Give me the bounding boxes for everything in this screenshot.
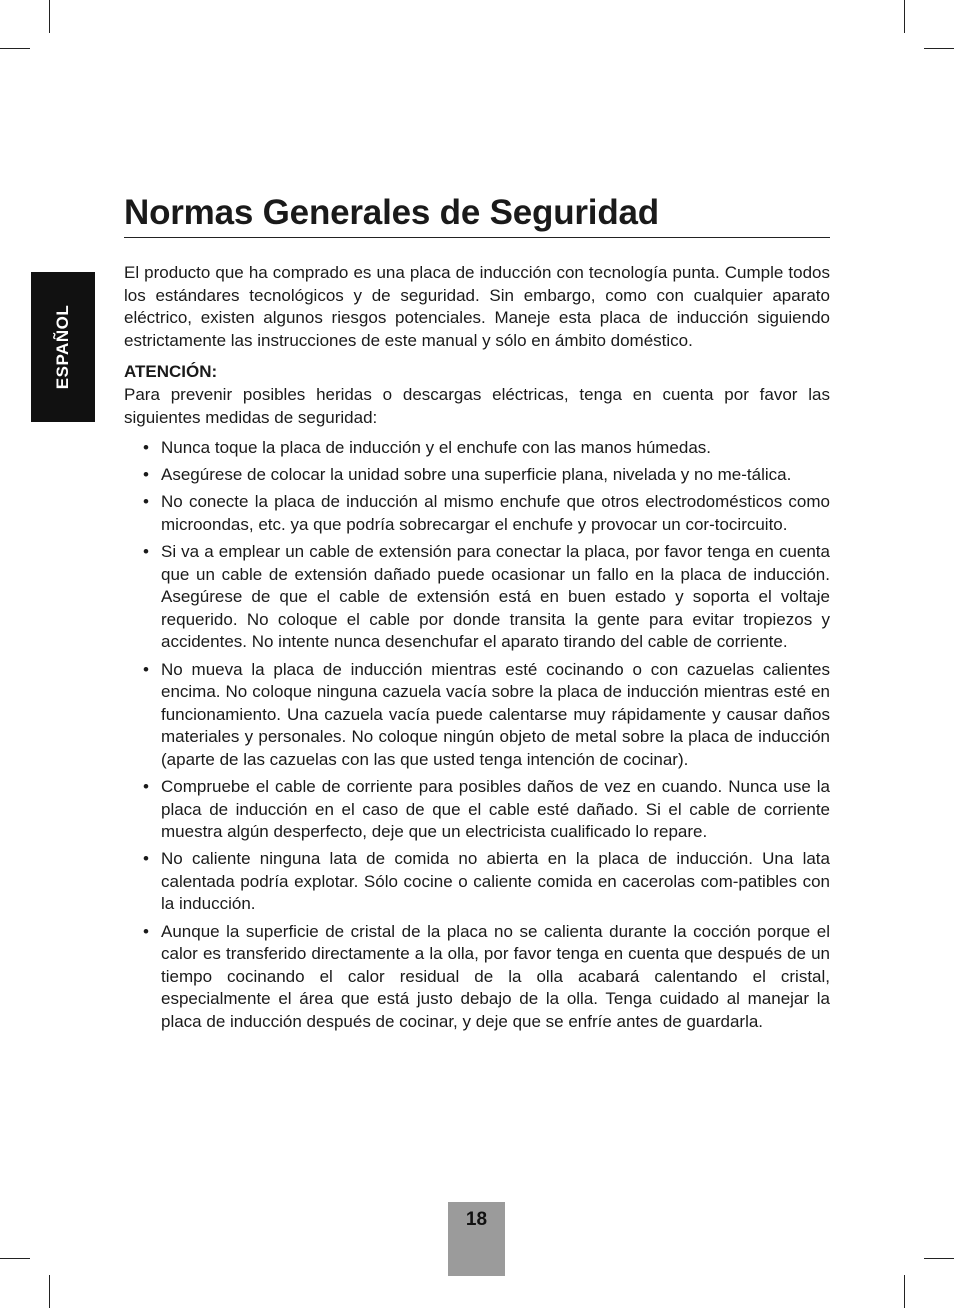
list-item-text: Compruebe el cable de corriente para posibles daños de vez en cuando. Nunca use la placa de inducción en el caso de que el cable esté dañado. Si el cable de corriente muestra algún desperfecto, deje que un electricista cualificado lo repare.	[161, 776, 830, 842]
list-item-text: No mueva la placa de inducción mientras esté cocinando o con cazuelas calientes encima. No coloque ninguna cazuela vacía sobre la placa de inducción mientras esté en funcionamiento. Una cazuela vacía puede calentarse muy rápidamente y causar daños materiales y personales. No coloque ningún objeto de metal sobre la placa de inducción (aparte de las cazuelas con las que usted tenga intención de cocinar).	[161, 659, 830, 769]
language-tab	[31, 272, 95, 422]
bullet-icon: •	[143, 465, 149, 485]
list-item-text: Aunque la superficie de cristal de la placa no se calienta durante la cocción porque el calor es transferido directamente a la olla, por favor tenga en cuenta que después de un tiempo cocinando el calor residual de la olla acabará calentando el cristal, especialmente el área que está justo debajo de la olla. Tenga cuidado al manejar la placa de inducción después de cocinar, y deje que se enfríe antes de guardarla.	[161, 921, 830, 1031]
list-item	[124, 921, 830, 1034]
list-item	[124, 541, 830, 654]
list-item	[124, 464, 830, 487]
safety-list	[124, 437, 830, 1033]
crop-mark-top-left-horizontal	[0, 48, 30, 49]
list-item	[124, 848, 830, 916]
list-item	[124, 491, 830, 536]
language-tab-label: ESPAÑOL	[53, 304, 72, 390]
crop-mark-bottom-right-horizontal	[924, 1258, 954, 1259]
list-item-text: Si va a emplear un cable de extensión para conectar la placa, por favor tenga en cuenta que un cable de extensión dañado puede ocasionar un fallo en la placa de inducción. Asegúrese de que el cable de extensión está en buen estado y soporta el voltaje requerido. No coloque el cable por donde transita la gente para evitar tropiezos y accidentes. No intente nunca desenchufar el aparato tirando del cable de corriente.	[161, 542, 830, 652]
attention-text: Para prevenir posibles heridas o descargas eléctricas, tenga en cuenta por favor las siguientes medidas de seguridad:	[124, 384, 830, 427]
list-item-text: Nunca toque la placa de inducción y el enchufe con las manos húmedas.	[161, 438, 712, 458]
list-item-text: Asegúrese de colocar la unidad sobre una superficie plana, nivelada y no me-tálica.	[161, 465, 792, 485]
page-number: 18	[465, 1209, 488, 1230]
crop-mark-top-right-vertical	[904, 0, 905, 33]
list-item-text: No caliente ninguna lata de comida no abierta en la placa de inducción. Una lata calentada podría explotar. Sólo cocine o caliente comida en cacerolas com-patibles con la inducción.	[161, 849, 830, 914]
bullet-icon: •	[143, 776, 149, 796]
crop-mark-bottom-left-vertical	[49, 1275, 50, 1308]
page-title: Normas Generales de Seguridad	[124, 190, 830, 238]
crop-mark-bottom-right-vertical	[904, 1275, 905, 1308]
list-item	[124, 437, 830, 460]
list-item	[124, 776, 830, 844]
bullet-icon: •	[143, 492, 149, 512]
crop-mark-top-left-vertical	[49, 0, 50, 33]
bullet-icon: •	[143, 849, 149, 869]
list-item-text: No conecte la placa de inducción al mismo enchufe que otros electrodomésticos como microondas, etc. ya que podría sobrecargar el enchufe y provocar un cor-tocircuito.	[161, 492, 830, 534]
bullet-icon: •	[143, 542, 149, 562]
intro-paragraph: El producto que ha comprado es una placa de inducción con tecnología punta. Cumple todos los estándares tecnológicos y de seguridad. Sin embargo, como con cualquier aparato eléctrico, existen algunos riesgos potenciales. Maneje esta placa de inducción siguiendo estrictamente las instrucciones de este manual y sólo en ámbito doméstico.	[124, 263, 830, 350]
crop-mark-bottom-left-horizontal	[0, 1258, 30, 1259]
list-item	[124, 659, 830, 772]
attention-heading: ATENCIÓN:	[124, 362, 218, 382]
page-content	[124, 190, 830, 1038]
bullet-icon: •	[143, 921, 149, 941]
bullet-icon: •	[143, 659, 149, 679]
bullet-icon: •	[143, 438, 149, 458]
crop-mark-top-right-horizontal	[924, 48, 954, 49]
page-number-box	[448, 1202, 505, 1276]
